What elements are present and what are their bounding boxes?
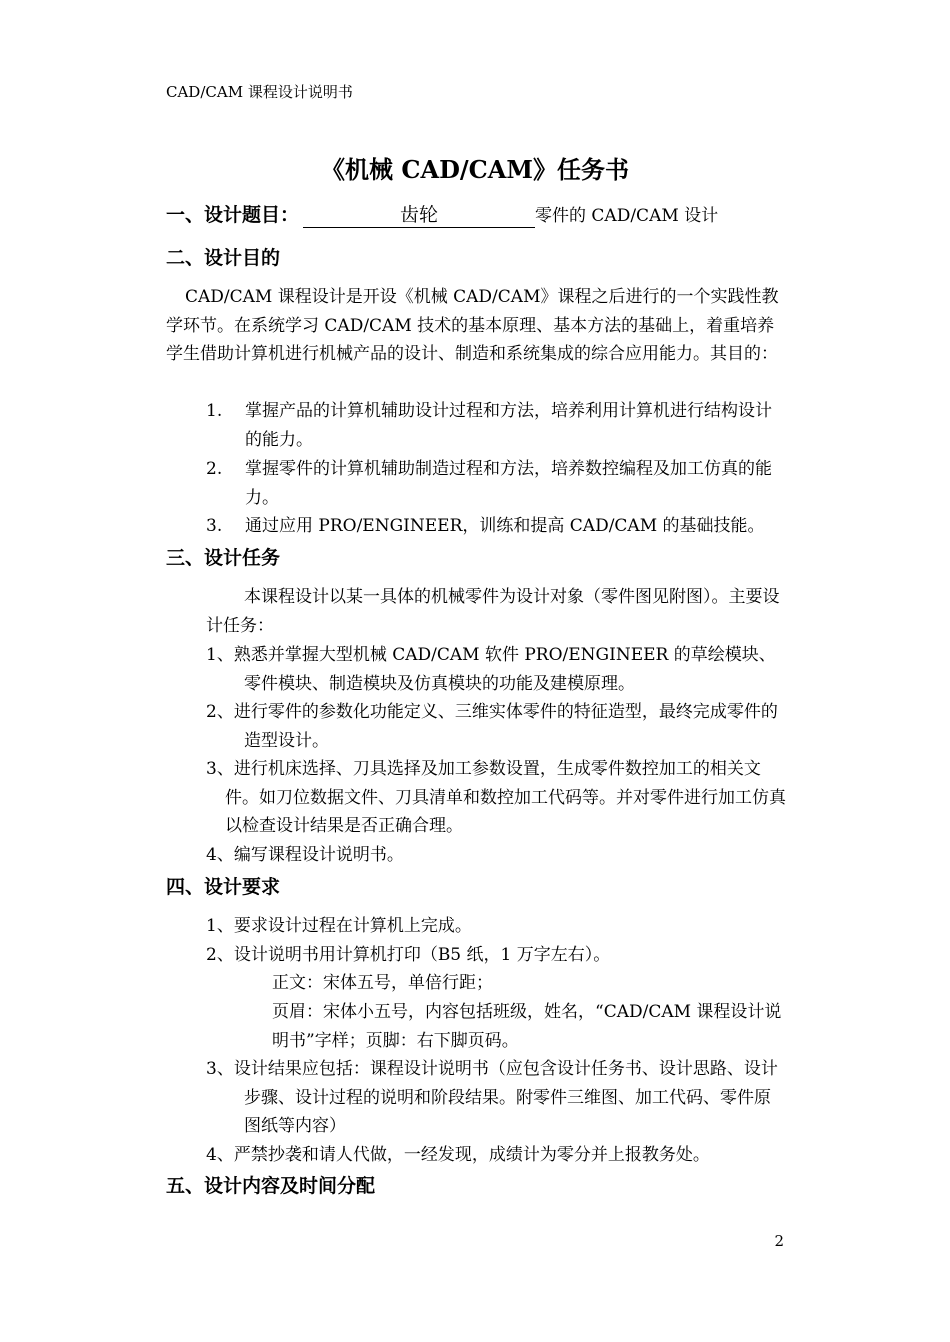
- purpose-paragraph: CAD/CAM 课程设计是开设《机械 CAD/CAM》课程之后进行的一个实践性教学环节。在系统学习 CAD/CAM 技术的基本原理、基本方法的基础上，着重培养学生借助计算机进行机械产品的设计、制造和系统集成的综合应用能力。其目的：: [166, 287, 779, 364]
- design-topic-label: 一、设计题目：: [166, 204, 300, 226]
- requirement-item: 2、设计说明书用计算机打印（B5 纸，1 万字左右）。: [206, 945, 611, 965]
- purpose-item-number: 2.: [206, 459, 223, 479]
- purpose-item: 掌握零件的计算机辅助制造过程和方法，培养数控编程及加工仿真的能力。: [245, 459, 772, 508]
- tasks-intro: 本课程设计以某一具体的机械零件为设计对象（零件图见附图）。主要设计任务：: [206, 587, 780, 636]
- task-item: 3、进行机床选择、刀具选择及加工参数设置，生成零件数控加工的相关文件。如刀位数据文件、刀具清单和数控加工代码等。并对零件进行加工仿真以检查设计结果是否正确合理。: [206, 759, 786, 836]
- page-number: 2: [774, 1232, 784, 1250]
- design-topic-tail: 零件的 CAD/CAM 设计: [535, 206, 719, 226]
- page-header: CAD/CAM 课程设计说明书: [166, 83, 353, 101]
- task-item: 2、进行零件的参数化功能定义、三维实体零件的特征造型，最终完成零件的造型设计。: [206, 702, 778, 751]
- design-topic: [166, 200, 718, 228]
- design-topic-value: 齿轮: [303, 203, 535, 228]
- section-heading-purpose: 二、设计目的: [166, 247, 281, 269]
- task-item: 1、熟悉并掌握大型机械 CAD/CAM 软件 PRO/ENGINEER 的草绘模块、零件模块、制造模块及仿真模块的功能及建模原理。: [206, 645, 776, 694]
- requirement-item: 3、设计结果应包括：课程设计说明书（应包含设计任务书、设计思路、设计步骤、设计过程的说明和阶段结果。附零件三维图、加工代码、零件原图纸等内容）: [206, 1059, 778, 1136]
- requirement-subitem: 正文：宋体五号，单倍行距；: [272, 973, 493, 993]
- section-heading-schedule: 五、设计内容及时间分配: [166, 1175, 376, 1197]
- purpose-item: 通过应用 PRO/ENGINEER，训练和提高 CAD/CAM 的基础技能。: [245, 516, 765, 536]
- purpose-item: 掌握产品的计算机辅助设计过程和方法，培养利用计算机进行结构设计的能力。: [245, 401, 772, 450]
- section-heading-tasks: 三、设计任务: [166, 547, 281, 569]
- task-item: 4、编写课程设计说明书。: [206, 845, 404, 865]
- requirement-item: 4、严禁抄袭和请人代做，一经发现，成绩计为零分并上报教务处。: [206, 1145, 710, 1165]
- requirement-subitem: 页眉：宋体小五号，内容包括班级，姓名，“CAD/CAM 课程设计说明书”字样；页脚：右下脚页码。: [272, 1002, 782, 1051]
- purpose-item-number: 3.: [206, 516, 223, 536]
- requirement-item: 1、要求设计过程在计算机上完成。: [206, 916, 472, 936]
- section-heading-requirements: 四、设计要求: [166, 876, 281, 898]
- document-title: 《机械 CAD/CAM》任务书: [321, 155, 629, 184]
- purpose-item-number: 1.: [206, 401, 223, 421]
